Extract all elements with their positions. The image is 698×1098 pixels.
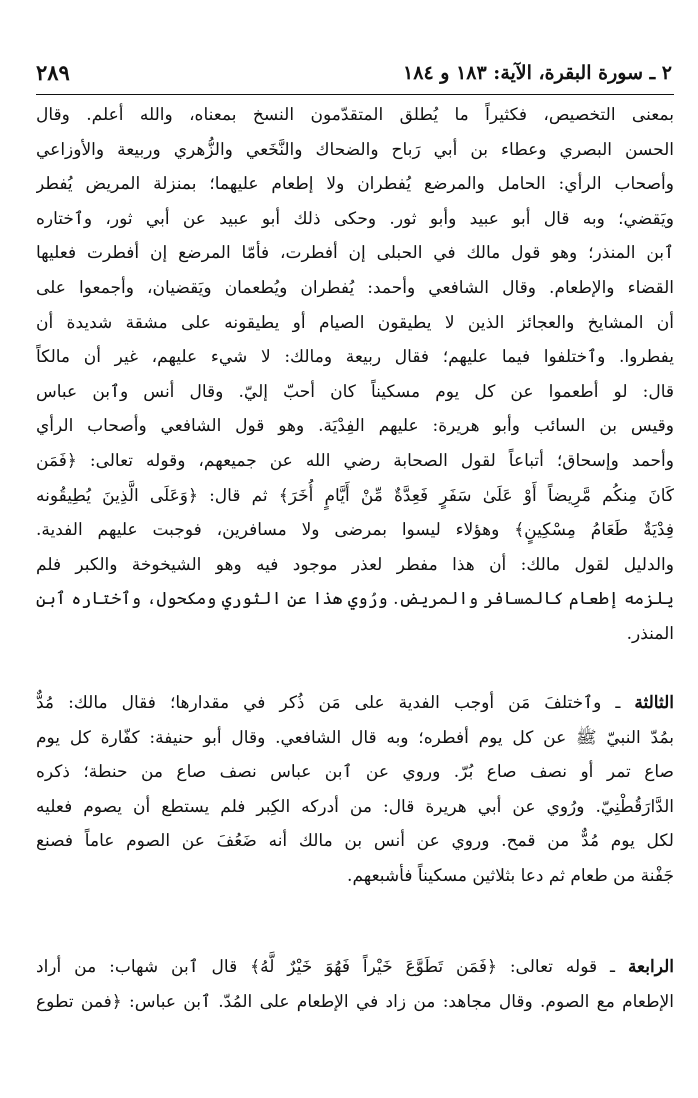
text-line: ٱبن المنذر؛ وهو قول مالك في الحبلى إن أفطرت، فأمّا المرضع إن أفطرت فعليها	[36, 243, 674, 264]
paragraph-ruling-continuation	[36, 98, 674, 652]
text-line: بمُدّ النبيّ ﷺ عن كل يوم أفطره؛ وبه قال الشافعي. وقال أبو حنيفة: كفّارة كل يوم	[36, 727, 674, 748]
paragraph-fourth-ruling	[36, 950, 674, 1019]
text-line: القضاء والإطعام. وقال الشافعي وأحمد: يُفطران ويُطعمان ويَقضيان، وأجمعوا على	[36, 277, 674, 298]
page-number: ٢٨٩	[36, 60, 70, 85]
text-line: ويَقضي؛ وبه قال أبو عبيد وأبو ثور. وحكى ذلك أبو عبيد عن أبي ثور، وٱختاره	[36, 208, 674, 229]
header-divider	[36, 94, 674, 95]
text-line: وقيس بن السائب وأبو هريرة: عليهم الفِدْيَة. وهو قول الشافعي وأصحاب الرأي	[36, 416, 674, 437]
text-line	[36, 686, 674, 721]
text-line: لكل يوم مُدٌّ من قمح. وروي عن أنس بن مالك أنه ضَعُفَ عن الصوم عاماً فصنع	[36, 831, 674, 852]
text-run: ـ قوله تعالى: ﴿فَمَن تَطَوَّعَ خَيْراً فَهُوَ خَيْرٌ لَّهُ﴾ قال ٱبن شهاب: من أراد	[36, 957, 628, 977]
page-header	[36, 62, 672, 92]
text-run: ـ وٱختلفَ مَن أوجب الفدية على مَن ذُكر في مقدارها؛ فقال مالك: مُدٌّ	[36, 693, 635, 713]
text-line: والدليل لقول مالك: أن هذا مفطر لعذر موجود فيه وهو الشيخوخة والكبر فلم	[36, 554, 674, 575]
text-line: الحسن البصري وعطاء بن أبي رَباح والضحاك والنَّخَعي والزُّهري وربيعة والأوزاعي	[36, 139, 674, 160]
text-line: قال: لو أطعموا عن كل يوم مسكيناً كان أحبّ إليّ. وقال أنس وٱبن عباس	[36, 381, 674, 402]
text-line	[36, 950, 674, 985]
text-line: صاع تمر أو نصف صاع بُرّ. وروي عن ٱبن عباس نصف صاع من حنطة؛ ذكره	[36, 762, 674, 783]
text-line: الإطعام مع الصوم. وقال مجاهد: من زاد في الإطعام على المُدّ. ٱبن عباس: ﴿فمن تطوع	[36, 991, 674, 1012]
text-line: يفطروا. وٱختلفوا فيما عليهم؛ فقال ربيعة ومالك: لا شيء عليهم، غير أن مالكاً	[36, 347, 674, 368]
text-line: جَفْنة من طعام ثم دعا بثلاثين مسكيناً فأشبعهم.	[347, 865, 674, 886]
text-line: بمعنى التخصيص، فكثيراً ما يُطلق المتقدّمون النسخ بمعناه، والله أعلم. وقال	[36, 105, 674, 125]
running-title: ٢ ـ سورة البقرة، الآية: ١٨٣ و ١٨٤	[403, 62, 672, 84]
ruling-term-fourth: الرابعة	[627, 957, 674, 977]
ruling-term-third: الثالثة	[634, 693, 674, 713]
paragraph-third-ruling	[36, 686, 674, 894]
text-line: وأصحاب الرأي: الحامل والمرضع يُفطران ولا إطعام عليهما؛ بمنزلة المريض يُفطر	[36, 174, 674, 195]
text-line: كَانَ مِنكُم مَّرِيضاً أَوْ عَلَىٰ سَفَرٍ فَعِدَّةٌ مِّنْ أَيَّامٍ أُخَرَ﴾ ثم قال: ﴿وَعَلَى الَّذِينَ يُطِيقُونه	[36, 485, 674, 506]
text-line: فِدْيَةٌ طَعَامُ مِسْكِينٍ﴾ وهؤلاء ليسوا بمرضى ولا مسافرين، فوجبت عليهم الفدية.	[36, 520, 674, 541]
text-line: وأحمد وإسحاق؛ أتباعاً لقول الصحابة رضي الله عن جميعهم، وقوله تعالى: ﴿فَمَن	[36, 450, 674, 471]
text-line: المنذر.	[626, 623, 674, 644]
text-line: يلزمه إطعام كالمسافر والمريض. ورُوي هذا عن الثوري ومكحول، وٱختاره ٱبن	[36, 589, 674, 610]
text-line: أن المشايخ والعجائز الذين لا يطيقون الصيام أو يطيقونه على مشقة شديدة أن	[36, 312, 674, 333]
text-line: الدَّارَقُطْنِيّ. ورُوي عن أبي هريرة قال: من أدركه الكِبر فلم يستطع أن يصوم فعليه	[36, 796, 674, 817]
